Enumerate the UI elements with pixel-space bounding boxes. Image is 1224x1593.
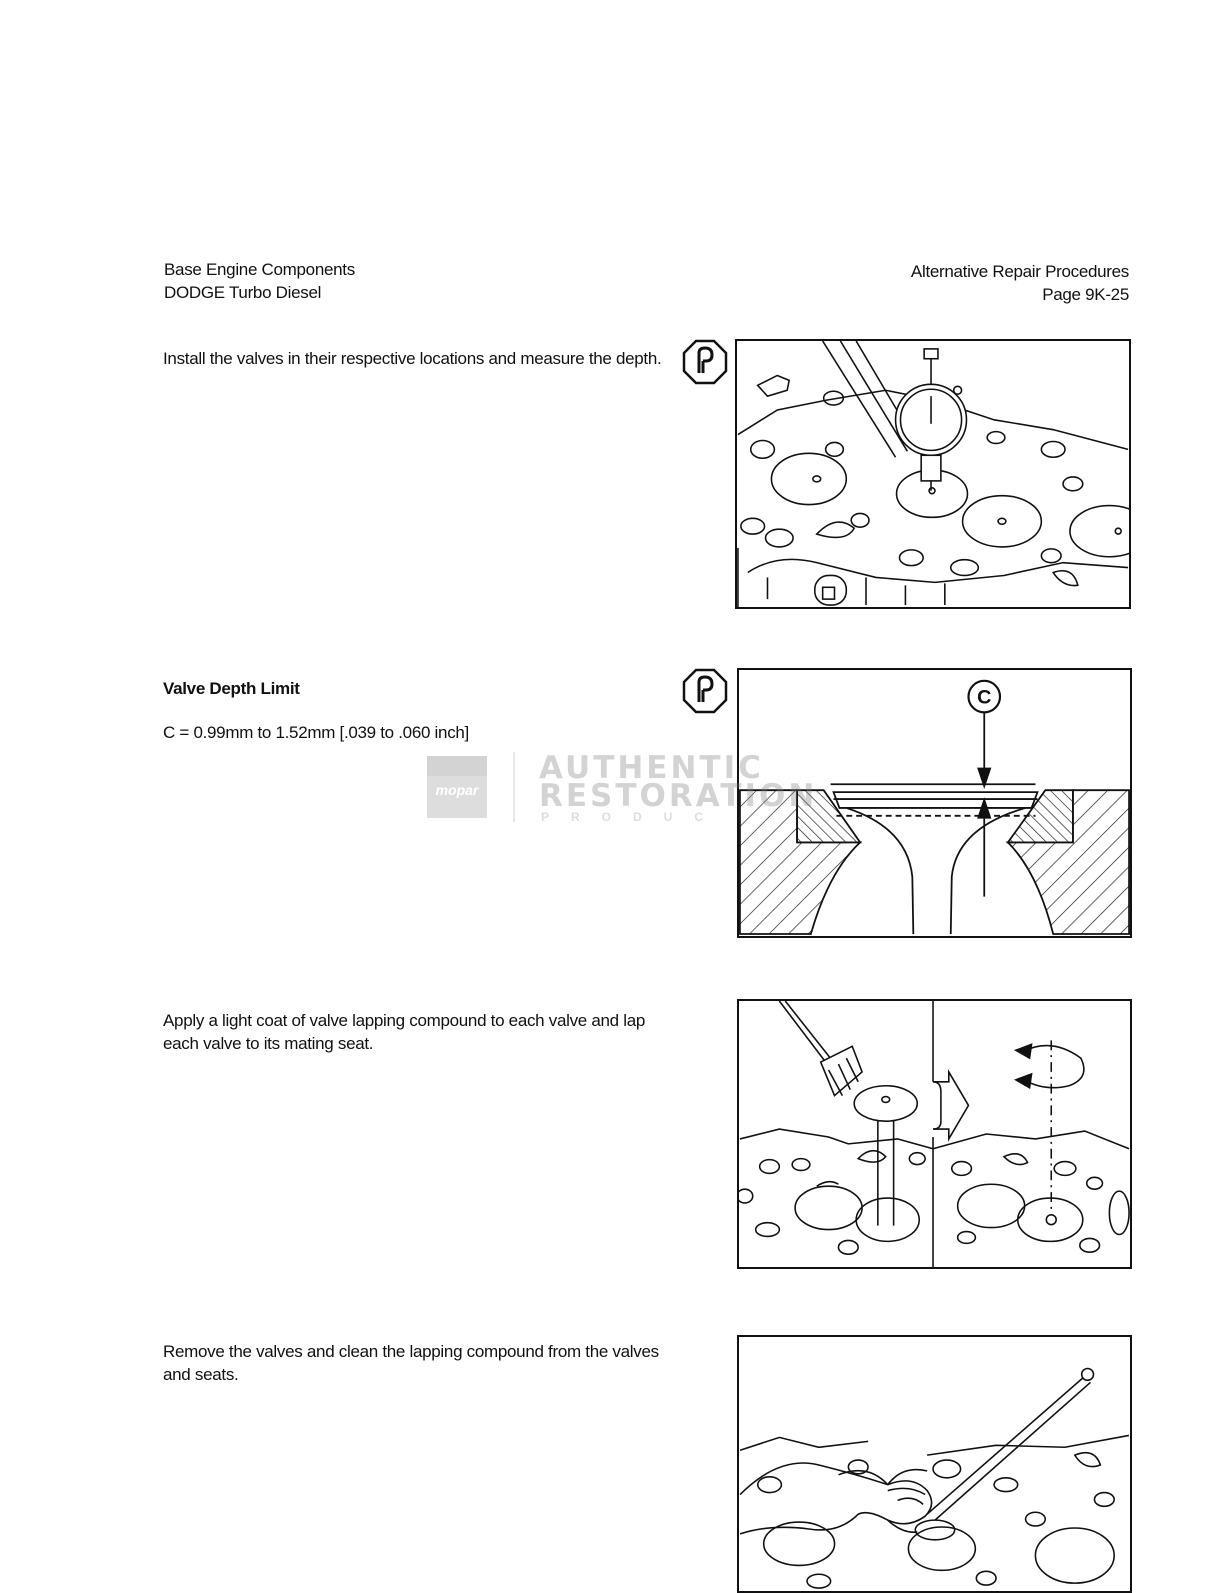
page-header-left [164,258,355,304]
chapter-title: Alternative Repair Procedures [910,262,1129,281]
page-header-right [911,260,1129,306]
step-2-title: Valve Depth Limit [163,679,300,698]
step-3-text: Apply a light coat of valve lapping compound to each valve and lap each valve to its mating seat. [163,1011,646,1053]
figure-valve-lapping [737,999,1132,1269]
step-1-text: Install the valves in their respective locations and measure the depth. [163,349,662,368]
valve-depth-spec: C = 0.99mm to 1.52mm [.039 to .060 inch] [163,723,469,742]
wrench-symbol-icon [682,339,728,385]
step-2-text [163,677,678,744]
figure-valve-cleaning [737,1335,1132,1593]
watermark-line-1: AUTHENTIC [539,750,764,786]
wrench-symbol-icon [682,668,728,714]
figure-dial-indicator [735,339,1131,609]
page-number: Page 9K-25 [1042,285,1129,304]
watermark-line-3: PRODUC [541,810,726,824]
step-4-text: Remove the valves and clean the lapping compound from the valves and seats. [163,1342,659,1384]
dimension-label-c: C [977,686,992,709]
mopar-logo: mopar [427,756,487,818]
watermark-line-2: RESTORATION [539,778,818,814]
section-title: Base Engine Components [164,260,355,279]
vehicle-title: DODGE Turbo Diesel [164,283,322,302]
figure-valve-depth-section [737,668,1132,938]
